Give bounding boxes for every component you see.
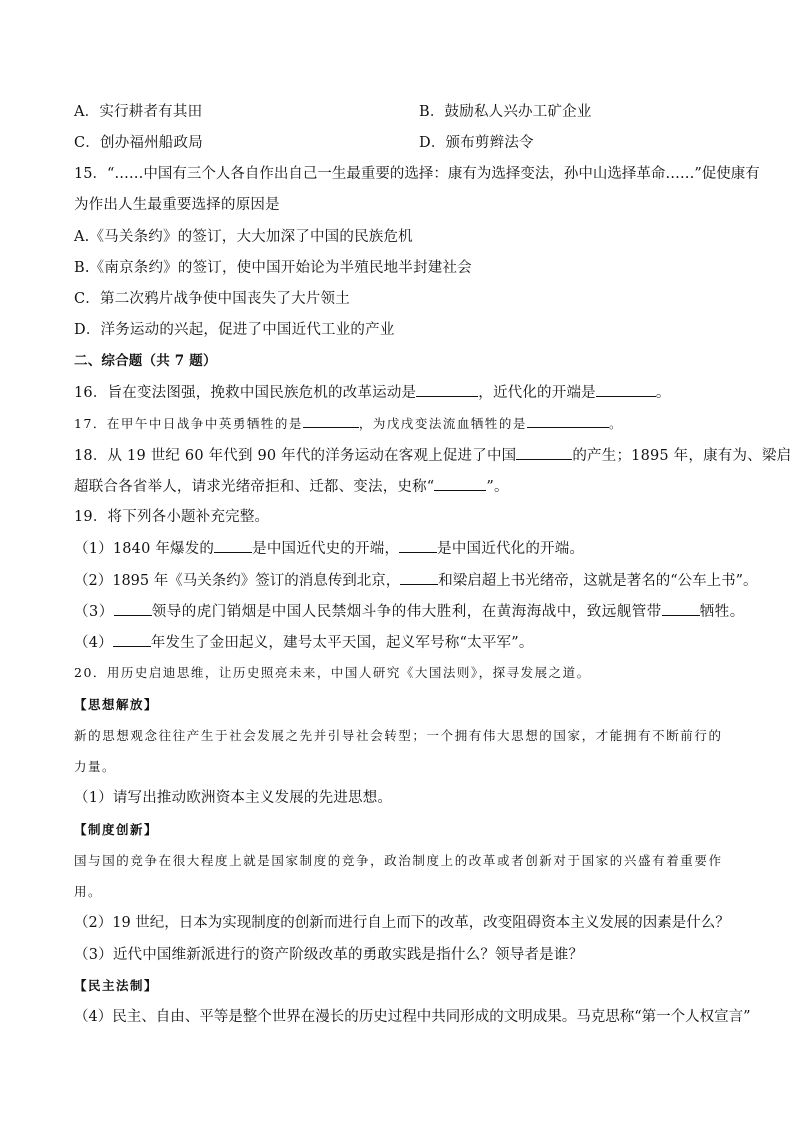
q19-s1-text-1: （1）1840 年爆发的 xyxy=(74,541,215,557)
q14-options-row-2 xyxy=(74,133,534,153)
q20-paragraph-1-line-1: 新的思想观念往往产生于社会发展之先并引导社会转型；一个拥有伟大思想的国家，才能拥有不断前行的 xyxy=(74,728,723,743)
q14-options-row-1 xyxy=(74,102,592,122)
q19-s2-text-1: （2）1895 年《马关条约》签订的消息传到北京， xyxy=(74,573,401,589)
q19-s4-text-2: 年发生了金田起义，建号太平天国，起义军号称“太平军”。 xyxy=(150,635,534,651)
q17 xyxy=(74,413,623,434)
q20-paragraph-1-line-2: 力量。 xyxy=(74,759,117,774)
q19-s1-text-2: 是中国近代史的开端， xyxy=(252,541,400,557)
q14-option-b: B．鼓励私人兴办工矿企业 xyxy=(419,104,592,120)
q19-s2-text-2: 和梁启超上书光绪帝，这就是著名的“公车上书”。 xyxy=(438,573,758,589)
q20-question-3: （3）近代中国维新派进行的资产阶级改革的勇敢实践是指什么？领导者是谁？ xyxy=(74,947,584,963)
q15-option-a: A.《马关条约》的签订，大大加深了中国的民族危机 xyxy=(74,229,413,245)
q18-blank-2[interactable] xyxy=(434,476,486,491)
q18-text-1: 18．从 19 世纪 60 年代到 90 年代的洋务运动在客观上促进了中国 xyxy=(74,448,517,464)
q20-question-4: （4）民主、自由、平等是整个世界在漫长的历史过程中共同形成的文明成果。马克思称“第一个人权宣言” xyxy=(74,1009,751,1025)
q14-option-c: C．创办福州船政局 xyxy=(74,135,203,151)
q17-blank-2[interactable] xyxy=(527,413,609,428)
q19-s3-text-3: 牺牲。 xyxy=(699,604,745,620)
q15-option-b: B.《南京条约》的签订，使中国开始论为半殖民地半封建社会 xyxy=(74,260,472,276)
q19-s4-blank-1[interactable] xyxy=(113,632,151,647)
q16 xyxy=(74,382,671,403)
q19-s4-text-1: （4） xyxy=(74,635,113,651)
q15-option-c: C．第二次鸦片战争使中国丧失了大片领土 xyxy=(74,291,350,307)
q16-blank-1[interactable] xyxy=(416,382,478,397)
q18-line-2 xyxy=(74,476,509,497)
q18-text-3: 超联合各省举人，请求光绪帝拒和、迁都、变法，史称“ xyxy=(74,479,435,495)
q20-question-2: （2）19 世纪，日本为实现制度的创新而进行自上而下的改革，改变阻碍资本主义发展的因素是什么？ xyxy=(74,915,730,931)
q16-blank-2[interactable] xyxy=(596,382,656,397)
q15-stem-line-2: 为作出人生最重要选择的原因是 xyxy=(74,197,280,213)
q18-text-4: ”。 xyxy=(486,479,509,495)
q19-s3-blank-2[interactable] xyxy=(662,601,700,616)
q16-text-1: 16．旨在变法图强，挽救中国民族危机的改革运动是 xyxy=(74,385,417,401)
q18-text-2: 的产生；1895 年，康有为、梁启 xyxy=(572,448,792,464)
q15-option-d: D．洋务运动的兴起，促进了中国近代工业的产业 xyxy=(74,322,395,338)
q19-s1-blank-2[interactable] xyxy=(399,538,437,553)
q14-option-a: A．实行耕者有其田 xyxy=(74,104,203,120)
q19-s1-text-3: 是中国近代化的开端。 xyxy=(437,541,585,557)
q19-s3-text-2: 领导的虎门销烟是中国人民禁烟斗争的伟大胜利，在黄海海战中，致远舰管带 xyxy=(151,604,662,620)
q18-line-1 xyxy=(74,445,791,466)
q17-text-2: ，为戊戌变法流血牺牲的是 xyxy=(358,416,527,431)
q20-paragraph-2-line-1: 国与国的竞争在很大程度上就是国家制度的竞争，政治制度上的改革或者创新对于国家的兴盛有着重要作 xyxy=(74,853,723,868)
q20-heading-1: 【思想解放】 xyxy=(74,697,159,712)
q19-s3-blank-1[interactable] xyxy=(114,601,152,616)
q17-blank-1[interactable] xyxy=(303,413,359,428)
q19-sub-4 xyxy=(74,632,534,653)
q19-s3-text-1: （3） xyxy=(74,604,114,620)
q20-heading-3: 【民主法制】 xyxy=(74,978,159,993)
q18-blank-1[interactable] xyxy=(516,445,572,460)
q20-question-1: （1）请写出推动欧洲资本主义发展的先进思想。 xyxy=(74,790,393,806)
q19-s1-blank-1[interactable] xyxy=(214,538,252,553)
q19-sub-2 xyxy=(74,570,758,591)
q16-text-3: 。 xyxy=(655,385,671,401)
q17-text-1: 17．在甲午中日战争中英勇牺牲的是 xyxy=(74,416,303,431)
q19-sub-1 xyxy=(74,538,584,559)
q15-stem-line-1: 15．“……中国有三个人各自作出自己一生最重要的选择：康有为选择变法，孙中山选择革命……”促使康有 xyxy=(74,166,760,182)
q20-paragraph-2-line-2: 用。 xyxy=(74,884,103,899)
q19-sub-3 xyxy=(74,601,745,622)
q19-stem: 19．将下列各小题补充完整。 xyxy=(74,509,270,525)
q16-text-2: ，近代化的开端是 xyxy=(478,385,596,401)
section-heading: 二、综合题（共 7 题） xyxy=(74,353,217,369)
q17-text-3: 。 xyxy=(608,416,623,431)
q19-s2-blank-1[interactable] xyxy=(400,570,438,585)
q14-option-d: D．颁布剪辫法令 xyxy=(419,135,534,151)
q20-stem: 20．用历史启迪思维，让历史照亮未来，中国人研究《大国法则》，探寻发展之道。 xyxy=(74,665,591,680)
q20-heading-2: 【制度创新】 xyxy=(74,822,159,837)
